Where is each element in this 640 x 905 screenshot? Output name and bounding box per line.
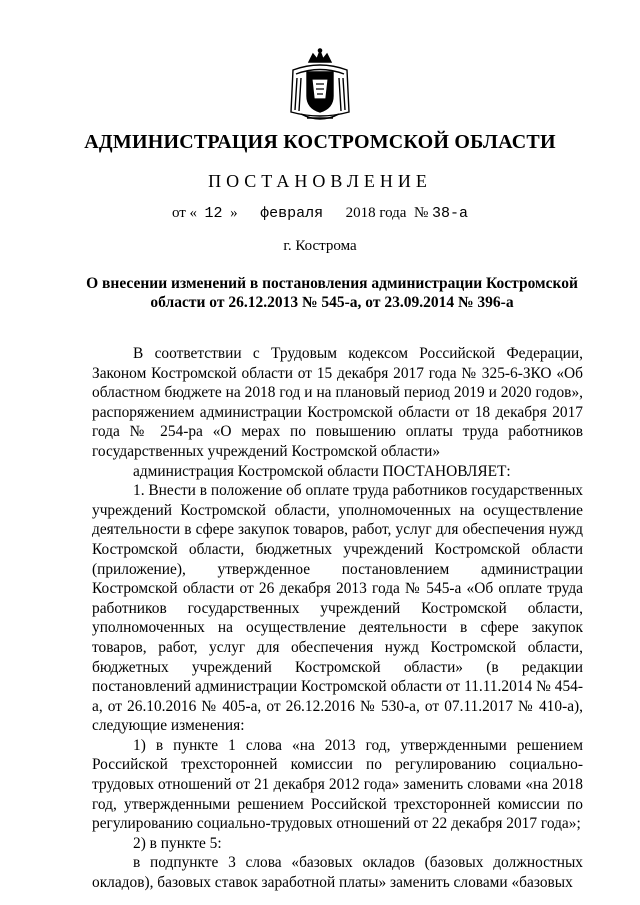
document-number: 38-а — [432, 205, 469, 222]
paragraph: администрация Костромской области ПОСТАНОВЛЯЕТ: — [133, 462, 511, 480]
coat-of-arms-icon — [287, 48, 353, 124]
date-close-quote: » — [230, 205, 238, 221]
document-city: г. Кострома — [283, 238, 357, 254]
date-day: 12 — [204, 205, 223, 222]
date-month: февраля — [260, 205, 324, 222]
paragraph: 1) в пункте 1 слова «на 2013 год, утвержденными решением Российской трехсторонней комиссии по регулированию социально-трудовых отношений от 21 декабря 2012 года» заменить словами «на 2018 год, утвержденными решением Российской трехсторонней комиссии по регулированию социально-трудовых отношений от 22 декабря 2017 года»; — [92, 736, 583, 833]
paragraph: в подпункте 3 слова «базовых окладов (базовых должностных окладов), базовых ставок заработной платы» заменить словами «базовых — [92, 854, 583, 892]
paragraph: 1. Внести в положение об оплате труда работников государственных учреждений Костромской области, уполномоченных на осуществление деятельности в сфере закупок товаров, работ, услуг для обеспечения нужд Костромской области, бюджетных учреждений Костромской области (приложение), утвержденное постановлением администрации Костромской области от 26 декабря 2013 года № 545-а «Об оплате труда работников государственных учреждений Костромской области, уполномоченных на осуществление деятельности в сфере закупок товаров, работ, услуг для обеспечения нужд Костромской области, бюджетных учреждений Костромской области» (в редакции постановлений администрации Костромской области от 11.11.2014 № 454-а, от 26.10.2016 № 405-а, от 26.12.2016 № 530-а, от 07.11.2017 № 410-а), следующие изменения: — [92, 482, 583, 735]
number-label: № — [413, 205, 429, 221]
document-date-line — [0, 205, 640, 222]
document-subject: О внесении изменений в постановления администрации Костромской области от 26.12.2013 № 545-а, от 23.09.2014 № 396-а — [86, 275, 578, 311]
date-year: 2018 года — [345, 205, 407, 221]
date-prefix: от « — [171, 205, 198, 221]
document-type: ПОСТАНОВЛЕНИЕ — [208, 171, 432, 191]
paragraph: В соответствии с Трудовым кодексом Российской Федерации, Законом Костромской области от 15 декабря 2017 года № 325-6-ЗКО «Об областном бюджете на 2018 год и на плановый период 2019 и 2020 годов», распоряжением администрации Костромской области от 18 декабря 2017 года № 254-ра «О мерах по повышению оплаты труда работников государственных учреждений Костромской области» — [92, 345, 583, 460]
document-body — [92, 344, 583, 893]
paragraph: 2) в пункте 5: — [133, 834, 222, 852]
organization-title: АДМИНИСТРАЦИЯ КОСТРОМСКОЙ ОБЛАСТИ — [84, 131, 556, 153]
